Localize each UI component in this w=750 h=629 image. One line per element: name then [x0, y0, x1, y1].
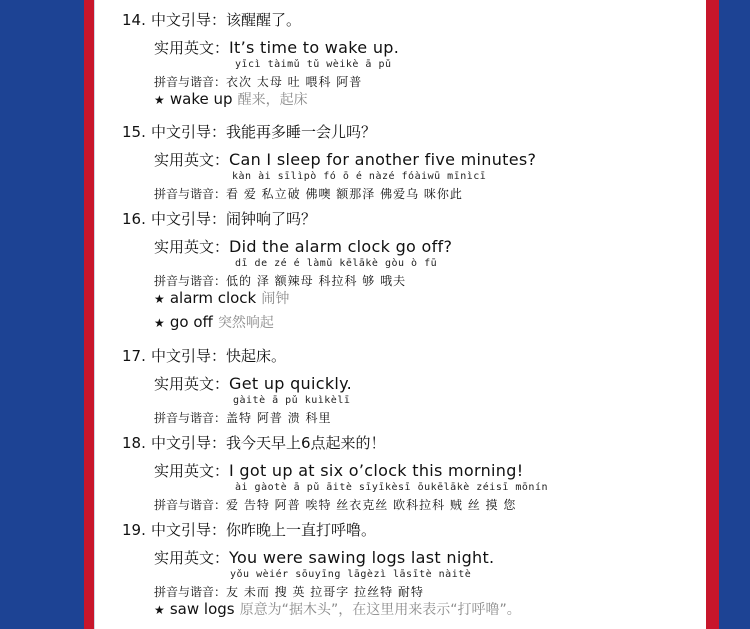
- vocab-note: [154, 288, 289, 308]
- left-red-band: [84, 0, 94, 629]
- chinese-line: [122, 519, 376, 540]
- vocab-term: wake up: [169, 90, 233, 108]
- pinyin-text: yīcì tàimǔ tǔ wèikè ā pǔ: [235, 59, 392, 70]
- chinese-line: [122, 208, 316, 229]
- english-line: [154, 236, 452, 257]
- homophone-text: 看 爱 私立破 佛噢 额那泽 佛爱乌 咪你此: [226, 187, 463, 201]
- pinyin-line: [154, 183, 463, 202]
- vocab-note: [154, 312, 274, 332]
- book-page: [94, 0, 706, 629]
- english-sentence: Did the alarm clock go off?: [229, 237, 453, 256]
- chinese-label: 中文引导：: [150, 521, 226, 539]
- pinyin-label: 拼音与谐音：: [154, 274, 227, 288]
- pinyin-line: [154, 270, 406, 289]
- homophone-text: 友 未而 搜 英 拉哥字 拉丝特 耐特: [226, 585, 424, 599]
- chinese-prompt: 闹钟响了吗？: [225, 210, 316, 228]
- star-icon: ★: [154, 93, 165, 107]
- chinese-line: [122, 121, 376, 142]
- english-sentence: You were sawing logs last night.: [229, 548, 495, 567]
- vocab-term: alarm clock: [169, 289, 257, 307]
- chinese-label: 中文引导：: [150, 210, 226, 228]
- pinyin-line: [154, 71, 362, 90]
- star-icon: ★: [154, 292, 165, 306]
- english-sentence: It’s time to wake up.: [229, 38, 400, 57]
- entry-number: 15.: [122, 123, 146, 141]
- entry-number: 14.: [122, 11, 146, 29]
- homophone-text: 爱 告特 阿普 唉特 丝衣克丝 欧科拉科 贼 丝 摸 您: [226, 498, 517, 512]
- pinyin-text: kàn ài sīlìpò fó ō é nàzé fóàiwū mīnìcī: [232, 171, 487, 182]
- chinese-prompt: 你昨晚上一直打呼噜。: [225, 521, 376, 539]
- pinyin-text: yǒu wèiér sōuyīng lāgèzì lāsītè nàitè: [230, 569, 472, 580]
- english-line: [154, 460, 523, 481]
- vocab-meaning: 原意为“据木头”，在这里用来表示“打呼噜”。: [239, 602, 521, 618]
- pinyin-label: 拼音与谐音：: [154, 585, 227, 599]
- entry-number: 18.: [122, 434, 146, 452]
- english-line: [154, 373, 352, 394]
- homophone-text: 低的 泽 额辣母 科拉科 够 哦夫: [226, 274, 407, 288]
- english-label: 实用英文：: [154, 375, 230, 393]
- pinyin-text: dī de zé é làmǔ kēlākè gòu ò fū: [235, 258, 438, 269]
- chinese-prompt: 我今天早上6点起来的！: [225, 434, 386, 452]
- vocab-meaning: 闹钟: [261, 291, 290, 307]
- homophone-text: 衣次 太母 吐 喂科 阿普: [226, 75, 363, 89]
- english-label: 实用英文：: [154, 549, 230, 567]
- entry-number: 17.: [122, 347, 146, 365]
- english-label: 实用英文：: [154, 39, 230, 57]
- chinese-label: 中文引导：: [150, 347, 226, 365]
- pinyin-label: 拼音与谐音：: [154, 187, 227, 201]
- english-label: 实用英文：: [154, 151, 230, 169]
- english-label: 实用英文：: [154, 462, 230, 480]
- chinese-line: [122, 9, 301, 30]
- pinyin-text: gàitè ā pǔ kuìkèlī: [233, 395, 351, 406]
- chinese-line: [122, 432, 386, 453]
- pinyin-line: [154, 494, 516, 513]
- pinyin-label: 拼音与谐音：: [154, 411, 227, 425]
- chinese-label: 中文引导：: [150, 123, 226, 141]
- pinyin-line: [154, 581, 424, 600]
- english-sentence: Get up quickly.: [229, 374, 353, 393]
- chinese-label: 中文引导：: [150, 434, 226, 452]
- english-line: [154, 149, 536, 170]
- chinese-label: 中文引导：: [150, 11, 226, 29]
- chinese-line: [122, 345, 286, 366]
- vocab-term: saw logs: [169, 600, 235, 618]
- page-edge: [94, 0, 95, 629]
- vocab-note: [154, 89, 308, 109]
- pinyin-line: [154, 407, 331, 426]
- english-line: [154, 547, 494, 568]
- entry-number: 16.: [122, 210, 146, 228]
- vocab-meaning: 醒来，起床: [237, 92, 308, 108]
- star-icon: ★: [154, 316, 165, 330]
- pinyin-label: 拼音与谐音：: [154, 75, 227, 89]
- homophone-text: 盖特 阿普 溃 科里: [226, 411, 332, 425]
- english-label: 实用英文：: [154, 238, 230, 256]
- star-icon: ★: [154, 603, 165, 617]
- vocab-meaning: 突然响起: [217, 315, 274, 331]
- pinyin-label: 拼音与谐音：: [154, 498, 227, 512]
- chinese-prompt: 该醒醒了。: [225, 11, 301, 29]
- chinese-prompt: 快起床。: [225, 347, 286, 365]
- pinyin-text: ài gàotè ā pǔ āitè sīyīkèsī ōukēlākè zéisī mōnín: [235, 482, 548, 493]
- chinese-prompt: 我能再多睡一会儿吗？: [225, 123, 376, 141]
- vocab-term: go off: [169, 313, 213, 331]
- entry-number: 19.: [122, 521, 146, 539]
- english-sentence: Can I sleep for another five minutes?: [229, 150, 537, 169]
- english-sentence: I got up at six o’clock this morning!: [229, 461, 524, 480]
- english-line: [154, 37, 399, 58]
- right-red-band: [706, 0, 719, 629]
- vocab-note: [154, 599, 521, 619]
